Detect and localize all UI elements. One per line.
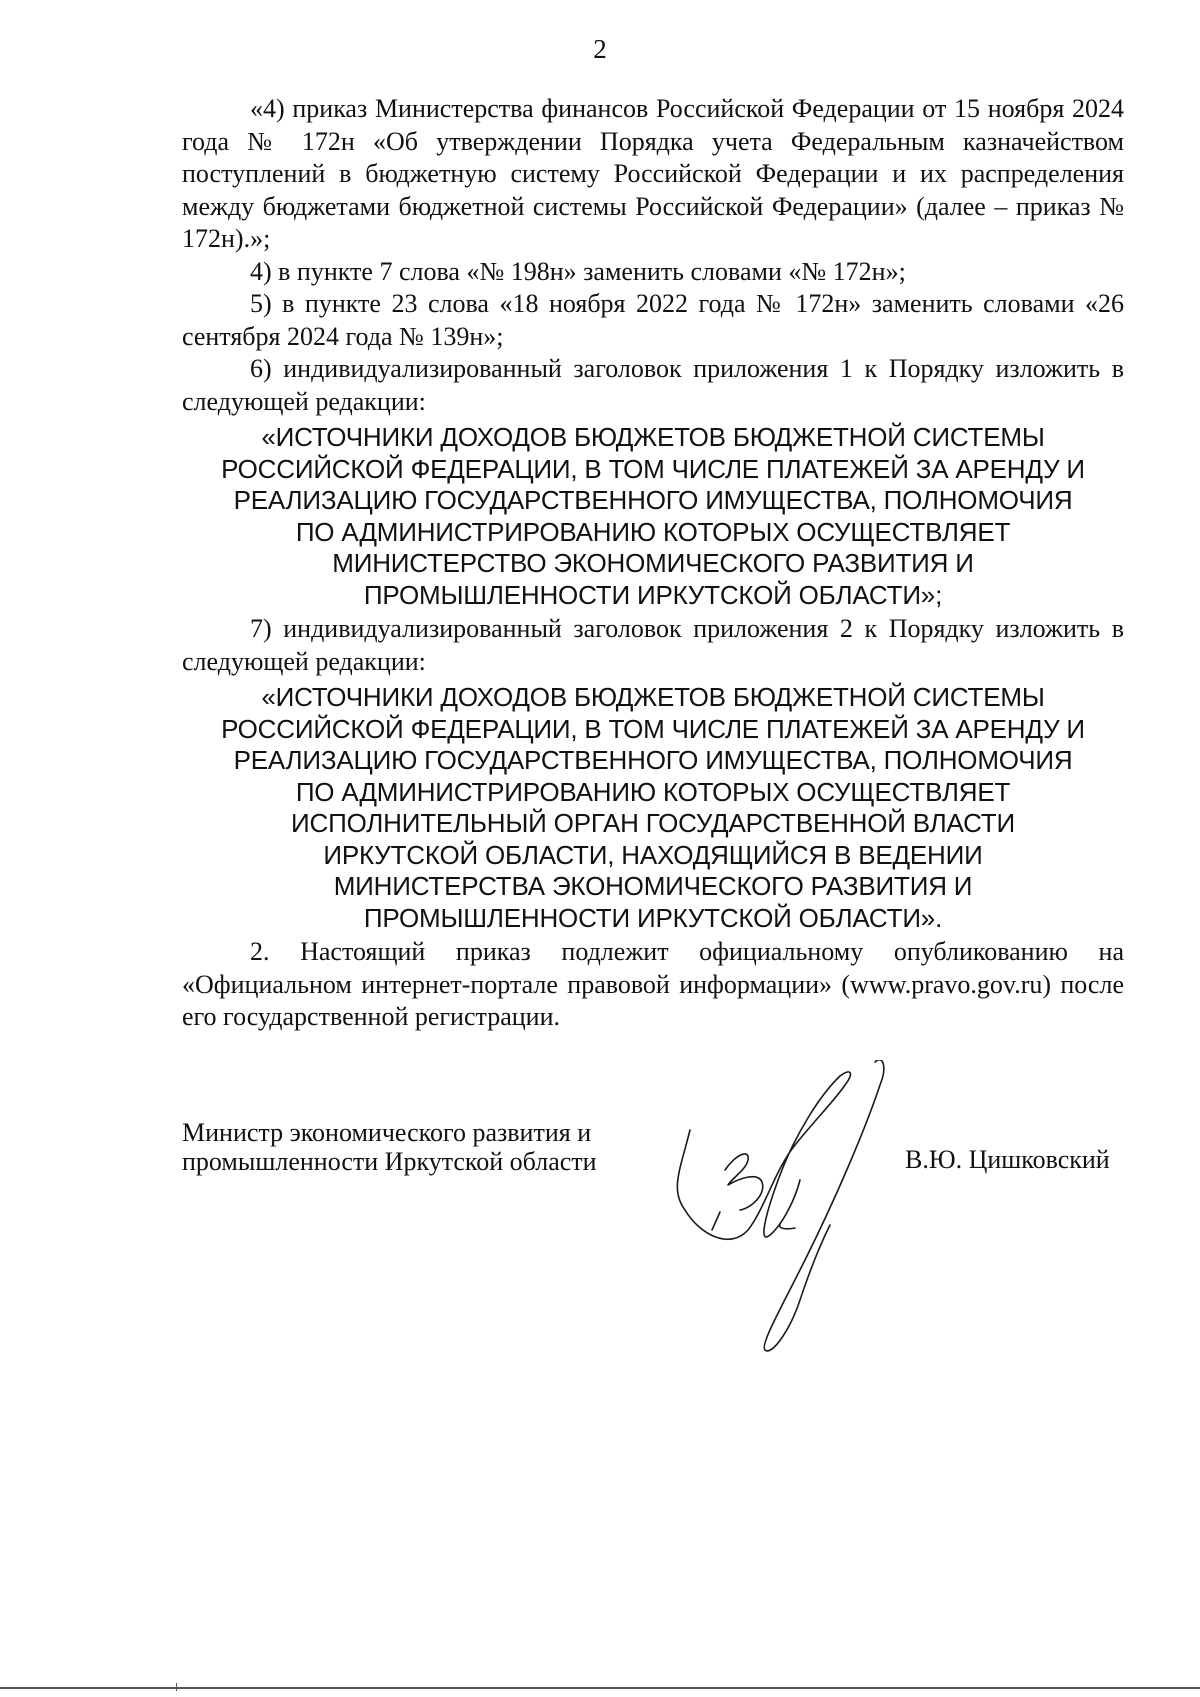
signature-stroke: [712, 1212, 720, 1230]
page-number: 2: [593, 34, 607, 64]
heading-line: «ИСТОЧНИКИ ДОХОДОВ БЮДЖЕТОВ БЮДЖЕТНОЙ СИСТЕМЫ: [261, 682, 1045, 712]
signatory-title-line: Министр экономического развития и: [182, 1118, 592, 1147]
heading-line: ИСПОЛНИТЕЛЬНЫЙ ОРГАН ГОСУДАРСТВЕННОЙ ВЛАСТИ: [291, 808, 1015, 838]
document-body: [182, 93, 1124, 1034]
heading-line: ИРКУТСКОЙ ОБЛАСТИ, НАХОДЯЩИЙСЯ В ВЕДЕНИИ: [323, 839, 983, 870]
handwritten-signature: [670, 1060, 970, 1360]
paragraph-publication: 2. Настоящий приказ подлежит официальному опубликованию на «Официальном интернет-портале правовой информации» (www.pravo.gov.ru) после его государственной регистрации.: [182, 937, 1124, 1031]
appendix-1-heading: [182, 422, 1124, 611]
heading-line: РОССИЙСКОЙ ФЕДЕРАЦИИ, В ТОМ ЧИСЛЕ ПЛАТЕЖЕЙ ЗА АРЕНДУ И: [221, 453, 1085, 484]
paragraph-item-4: 4) в пункте 7 слова «№ 198н» заменить словами «№ 172н»;: [250, 256, 906, 286]
heading-line: ПРОМЫШЛЕННОСТИ ИРКУТСКОЙ ОБЛАСТИ».: [363, 902, 943, 933]
heading-line: РОССИЙСКОЙ ФЕДЕРАЦИИ, В ТОМ ЧИСЛЕ ПЛАТЕЖЕЙ ЗА АРЕНДУ И: [221, 713, 1085, 744]
signatory-name: В.Ю. Цишковский: [905, 1145, 1110, 1174]
heading-line: ПО АДМИНИСТРИРОВАНИЮ КОТОРЫХ ОСУЩЕСТВЛЯЕТ: [295, 516, 1011, 547]
paragraph-item-7: 7) индивидуализированный заголовок приложения 2 к Порядку изложить в следующей редакции:: [182, 614, 1124, 676]
signatory-title: [182, 1118, 597, 1176]
paragraph-order-4: «4) приказ Министерства финансов Российской Федерации от 15 ноября 2024 года № 172н «Об утверждении Порядка учета Федеральным казначейством поступлений в бюджетную систему Российской Федерации и их распределения между бюджетами бюджетной системы Российской Федерации» (далее – приказ № 172н).»;: [182, 94, 1124, 253]
heading-line: «ИСТОЧНИКИ ДОХОДОВ БЮДЖЕТОВ БЮДЖЕТНОЙ СИСТЕМЫ: [261, 422, 1045, 452]
signature-stroke: [780, 1225, 795, 1229]
heading-line: РЕАЛИЗАЦИЮ ГОСУДАРСТВЕННОГО ИМУЩЕСТВА, ПОЛНОМОЧИЯ: [233, 745, 1073, 775]
heading-line: МИНИСТЕРСТВА ЭКОНОМИЧЕСКОГО РАЗВИТИЯ И: [333, 871, 973, 901]
heading-line: ПРОМЫШЛЕННОСТИ ИРКУТСКОЙ ОБЛАСТИ»;: [363, 579, 943, 610]
signature-stroke: [725, 1154, 763, 1210]
signature-stroke: [764, 1060, 884, 1351]
heading-line: МИНИСТЕРСТВО ЭКОНОМИЧЕСКОГО РАЗВИТИЯ И: [332, 548, 974, 578]
paragraph-item-6: 6) индивидуализированный заголовок приложения 1 к Порядку изложить в следующей редакции:: [182, 354, 1124, 416]
heading-line: РЕАЛИЗАЦИЮ ГОСУДАРСТВЕННОГО ИМУЩЕСТВА, ПОЛНОМОЧИЯ: [233, 485, 1073, 515]
heading-line: ПО АДМИНИСТРИРОВАНИЮ КОТОРЫХ ОСУЩЕСТВЛЯЕТ: [295, 776, 1011, 807]
page-bottom-rule: [0, 1687, 1200, 1689]
appendix-2-heading: [182, 682, 1124, 934]
page-bottom-tick: [176, 1683, 177, 1691]
paragraph-item-5: 5) в пункте 23 слова «18 ноября 2022 года № 172н» заменить словами «26 сентября 2024 года № 139н»;: [182, 289, 1124, 351]
signatory-title-line: промышленности Иркутской области: [182, 1147, 597, 1176]
signature-stroke: [677, 1072, 850, 1239]
